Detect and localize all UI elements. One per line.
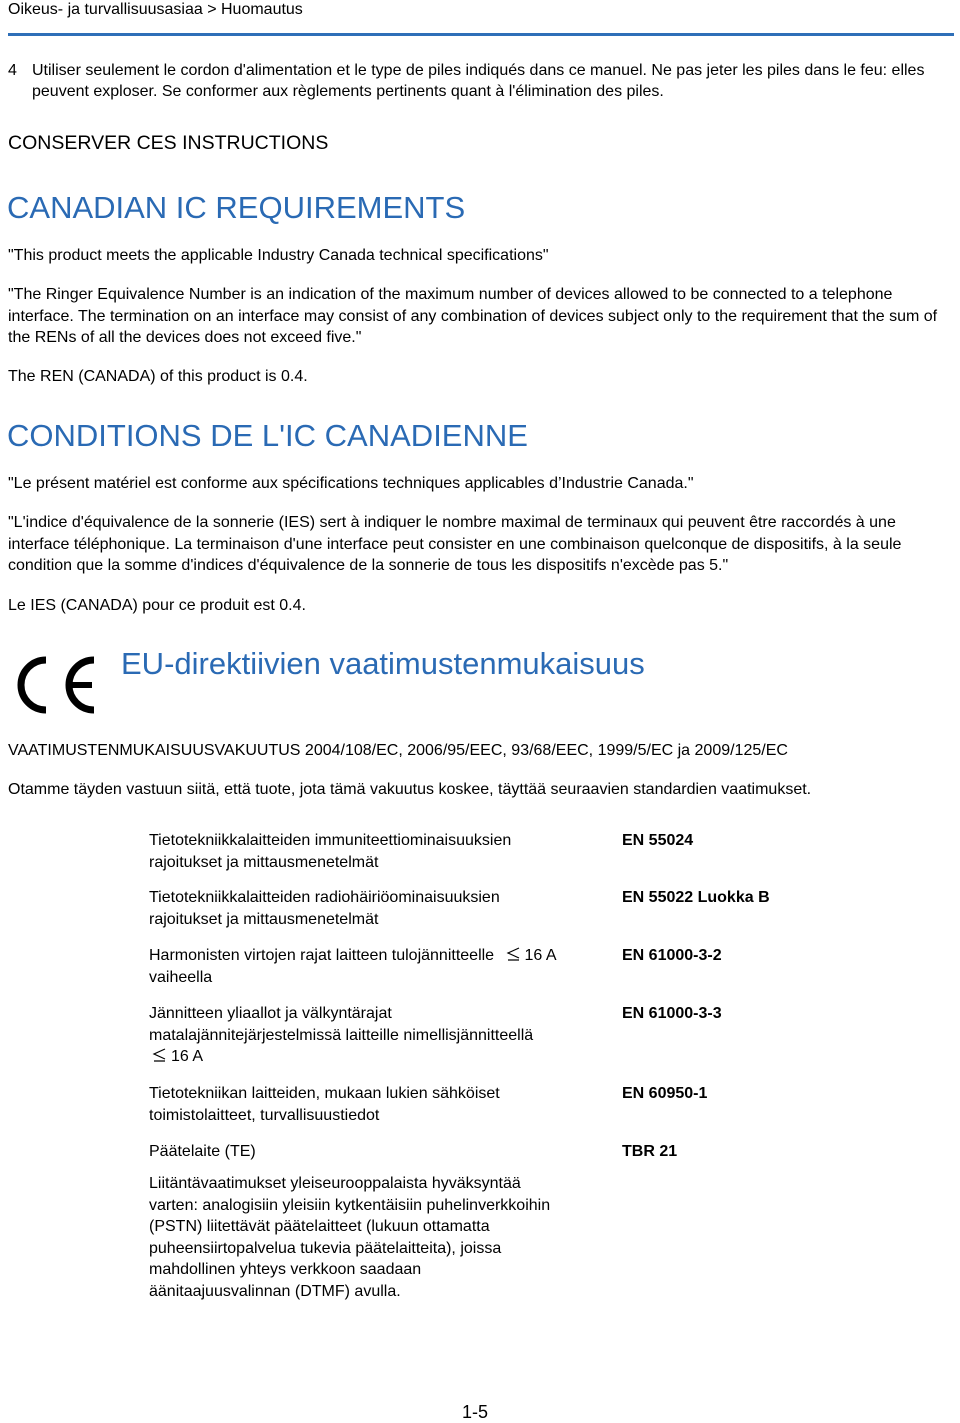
conditions-p2: "L'indice d'équivalence de la sonnerie (IES) sert à indiquer le nombre maximal de terminaux qui peuvent être raccordés à une interface téléphonique. La terminaison d'une interface peut consister en une combinaison quelconque de dispositifs, à la seule condition que la somme d'indices d'équivalence de la sonnerie de tous les dispositifs n'excède pas 5." [8, 514, 902, 574]
standard-desc-line: Tietotekniikan laitteiden, mukaan lukien sähköiset [149, 1085, 500, 1102]
standard-desc-line: rajoitukset ja mittausmenetelmät [149, 853, 379, 871]
eu-declaration: VAATIMUSTENMUKAISUUSVAKUUTUS 2004/108/EC, 2006/95/EEC, 93/68/EEC, 1999/5/EC ja 2009/125/EC [8, 742, 788, 759]
standard-desc-value: 16 A [171, 1048, 204, 1065]
conditions-p1: "Le présent matériel est conforme aux spécifications techniques applicables d’Industrie Canada." [8, 475, 694, 492]
canadian-ic-heading: CANADIAN IC REQUIREMENTS [7, 190, 466, 225]
canadian-p3: The REN (CANADA) of this product is 0.4. [8, 368, 308, 385]
standard-desc-line: toimistolaitteet, turvallisuustiedot [149, 1106, 380, 1124]
less-equal-icon [505, 946, 521, 962]
list-item-text: Utiliser seulement le cordon d'alimentation et le type de piles indiqués dans ce manuel. Ne pas jeter les piles dans le feu: elles peuvent exploser. Se conformer aux règlements pertinents quant à l'élimination des piles. [32, 62, 925, 100]
canadian-p2: "The Ringer Equivalence Number is an indication of the maximum number of devices allowed to be connected to a telephone interface. The termination on an interface may consist of any combination of devices subject only to the requirement that the sum of the RENs of all the devices does not exceed five." [8, 286, 938, 346]
ce-mark-icon [8, 654, 96, 716]
standard-desc-line: rajoitukset ja mittausmenetelmät [149, 910, 379, 928]
standard-desc-line: Päätelaite (TE) [149, 1143, 256, 1160]
standard-desc-line: matalajännitejärjestelmissä laitteille nimellisjännitteellä [149, 1026, 534, 1044]
standard-desc-line: Tietotekniikkalaitteiden radiohäiriöominaisuuksien [149, 889, 500, 906]
page-number: 1-5 [462, 1402, 489, 1422]
eu-heading: EU-direktiivien vaatimustenmukaisuus [121, 646, 645, 681]
standard-code: EN 61000-3-2 [622, 947, 722, 964]
eu-statement: Otamme täyden vastuun siitä, että tuote, jota tämä vakuutus koskee, täyttää seuraavien standardien vaatimukset. [8, 781, 812, 798]
standard-desc-line: Liitäntävaatimukset yleiseurooppalaista hyväksyntää [149, 1175, 521, 1192]
conditions-p3: Le IES (CANADA) pour ce produit est 0.4. [8, 597, 306, 614]
standard-code: EN 55022 Luokka B [622, 889, 770, 906]
standard-code: EN 60950-1 [622, 1085, 708, 1102]
standard-desc-line: Tietotekniikkalaitteiden immuniteettiominaisuuksien [149, 832, 512, 849]
standard-desc-line: (PSTN) liitettävät päätelaitteet (lukuun ottamatta [149, 1218, 490, 1235]
conserver-heading: CONSERVER CES INSTRUCTIONS [8, 132, 329, 154]
standard-code: TBR 21 [622, 1143, 678, 1160]
standard-code: EN 61000-3-3 [622, 1005, 722, 1022]
canadian-p1: "This product meets the applicable Industry Canada technical specifications" [8, 247, 549, 264]
list-item-number: 4 [8, 62, 17, 79]
breadcrumb: Oikeus- ja turvallisuusasiaa > Huomautus [8, 1, 303, 18]
less-equal-icon [151, 1047, 167, 1063]
standard-desc-line: vaiheella [149, 968, 213, 986]
standard-desc-line: Harmonisten virtojen rajat laitteen tulojännitteelle [149, 947, 495, 964]
standard-desc-line: äänitaajuusvalinnan (DTMF) avulla. [149, 1282, 401, 1300]
standard-desc-value: 16 A [524, 947, 557, 964]
conditions-ic-heading: CONDITIONS DE L'IC CANADIENNE [7, 418, 528, 453]
header-rule [8, 33, 954, 36]
standard-code: EN 55024 [622, 832, 694, 849]
standard-desc-line: varten: analogisiin yleisiin kytkentäisiin puhelinverkkoihin [149, 1196, 551, 1214]
standard-desc-line: Jännitteen yliaallot ja välkyntärajat [149, 1005, 392, 1022]
standard-desc-line: mahdollinen yhteys verkkoon saadaan [149, 1261, 422, 1278]
standard-desc-line: puheensiirtopalvelua tukevia päätelaitteita), joissa [149, 1239, 502, 1257]
